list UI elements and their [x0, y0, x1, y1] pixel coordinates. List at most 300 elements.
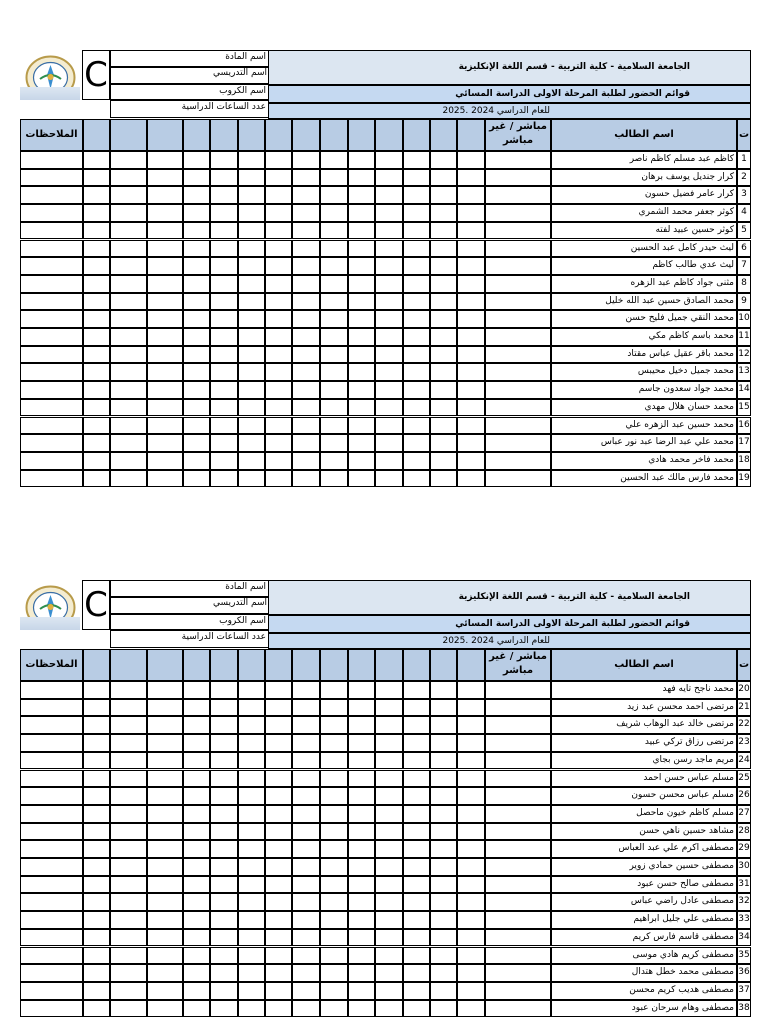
notes-cell[interactable]	[20, 716, 83, 734]
attendance-cell[interactable]	[375, 964, 403, 982]
attendance-cell[interactable]	[403, 310, 430, 328]
attendance-cell[interactable]	[375, 716, 403, 734]
notes-cell[interactable]	[20, 240, 83, 258]
attendance-cell[interactable]	[320, 328, 348, 346]
attendance-cell[interactable]	[83, 452, 110, 470]
attendance-cell[interactable]	[238, 417, 265, 435]
attendance-cell[interactable]	[238, 752, 265, 770]
attendance-cell[interactable]	[183, 716, 210, 734]
attendance-cell[interactable]	[403, 434, 430, 452]
attendance-cell[interactable]	[210, 328, 238, 346]
attendance-cell[interactable]	[403, 893, 430, 911]
attendance-cell[interactable]	[375, 417, 403, 435]
notes-cell[interactable]	[20, 929, 83, 947]
attendance-cell[interactable]	[83, 893, 110, 911]
attendance-cell[interactable]	[110, 151, 147, 169]
mode-cell[interactable]	[485, 363, 551, 381]
notes-cell[interactable]	[20, 222, 83, 240]
attendance-cell[interactable]	[83, 858, 110, 876]
attendance-cell[interactable]	[348, 911, 375, 929]
notes-cell[interactable]	[20, 470, 83, 488]
attendance-cell[interactable]	[110, 858, 147, 876]
attendance-cell[interactable]	[147, 1000, 183, 1018]
attendance-cell[interactable]	[238, 770, 265, 788]
attendance-cell[interactable]	[457, 399, 485, 417]
attendance-cell[interactable]	[238, 947, 265, 965]
notes-cell[interactable]	[20, 169, 83, 187]
attendance-cell[interactable]	[238, 452, 265, 470]
attendance-cell[interactable]	[110, 716, 147, 734]
attendance-cell[interactable]	[183, 222, 210, 240]
attendance-cell[interactable]	[320, 858, 348, 876]
attendance-cell[interactable]	[403, 151, 430, 169]
attendance-cell[interactable]	[83, 770, 110, 788]
attendance-cell[interactable]	[110, 186, 147, 204]
attendance-cell[interactable]	[110, 893, 147, 911]
attendance-cell[interactable]	[147, 169, 183, 187]
attendance-cell[interactable]	[210, 1000, 238, 1018]
attendance-cell[interactable]	[403, 186, 430, 204]
notes-cell[interactable]	[20, 876, 83, 894]
attendance-cell[interactable]	[292, 186, 320, 204]
attendance-cell[interactable]	[183, 328, 210, 346]
attendance-cell[interactable]	[265, 823, 292, 841]
attendance-cell[interactable]	[83, 929, 110, 947]
attendance-cell[interactable]	[348, 204, 375, 222]
attendance-cell[interactable]	[210, 434, 238, 452]
attendance-cell[interactable]	[348, 240, 375, 258]
attendance-cell[interactable]	[292, 964, 320, 982]
attendance-cell[interactable]	[320, 770, 348, 788]
notes-cell[interactable]	[20, 417, 83, 435]
attendance-cell[interactable]	[110, 470, 147, 488]
attendance-cell[interactable]	[320, 893, 348, 911]
attendance-cell[interactable]	[430, 434, 457, 452]
mode-cell[interactable]	[485, 929, 551, 947]
attendance-cell[interactable]	[292, 1000, 320, 1018]
attendance-cell[interactable]	[348, 840, 375, 858]
attendance-cell[interactable]	[238, 240, 265, 258]
attendance-cell[interactable]	[147, 929, 183, 947]
attendance-cell[interactable]	[183, 151, 210, 169]
attendance-cell[interactable]	[238, 381, 265, 399]
mode-cell[interactable]	[485, 681, 551, 699]
attendance-cell[interactable]	[430, 470, 457, 488]
attendance-cell[interactable]	[430, 222, 457, 240]
attendance-cell[interactable]	[348, 734, 375, 752]
attendance-cell[interactable]	[147, 964, 183, 982]
attendance-cell[interactable]	[457, 947, 485, 965]
notes-cell[interactable]	[20, 947, 83, 965]
attendance-cell[interactable]	[320, 222, 348, 240]
attendance-cell[interactable]	[348, 823, 375, 841]
attendance-cell[interactable]	[265, 275, 292, 293]
attendance-cell[interactable]	[238, 222, 265, 240]
attendance-cell[interactable]	[210, 452, 238, 470]
attendance-cell[interactable]	[457, 823, 485, 841]
attendance-cell[interactable]	[320, 840, 348, 858]
attendance-cell[interactable]	[457, 752, 485, 770]
attendance-cell[interactable]	[110, 947, 147, 965]
attendance-cell[interactable]	[292, 151, 320, 169]
attendance-cell[interactable]	[457, 417, 485, 435]
mode-cell[interactable]	[485, 293, 551, 311]
attendance-cell[interactable]	[292, 982, 320, 1000]
attendance-cell[interactable]	[265, 876, 292, 894]
attendance-cell[interactable]	[183, 752, 210, 770]
attendance-cell[interactable]	[183, 310, 210, 328]
attendance-cell[interactable]	[430, 346, 457, 364]
attendance-cell[interactable]	[183, 275, 210, 293]
attendance-cell[interactable]	[83, 417, 110, 435]
attendance-cell[interactable]	[83, 1000, 110, 1018]
notes-cell[interactable]	[20, 310, 83, 328]
mode-cell[interactable]	[485, 964, 551, 982]
attendance-cell[interactable]	[457, 929, 485, 947]
attendance-cell[interactable]	[292, 734, 320, 752]
attendance-cell[interactable]	[265, 169, 292, 187]
attendance-cell[interactable]	[238, 363, 265, 381]
attendance-cell[interactable]	[348, 716, 375, 734]
attendance-cell[interactable]	[457, 858, 485, 876]
attendance-cell[interactable]	[83, 363, 110, 381]
attendance-cell[interactable]	[183, 204, 210, 222]
attendance-cell[interactable]	[375, 770, 403, 788]
mode-cell[interactable]	[485, 399, 551, 417]
attendance-cell[interactable]	[110, 363, 147, 381]
attendance-cell[interactable]	[110, 1000, 147, 1018]
attendance-cell[interactable]	[83, 823, 110, 841]
attendance-cell[interactable]	[348, 452, 375, 470]
attendance-cell[interactable]	[348, 470, 375, 488]
attendance-cell[interactable]	[210, 470, 238, 488]
attendance-cell[interactable]	[292, 911, 320, 929]
notes-cell[interactable]	[20, 911, 83, 929]
attendance-cell[interactable]	[265, 417, 292, 435]
attendance-cell[interactable]	[292, 770, 320, 788]
notes-cell[interactable]	[20, 752, 83, 770]
attendance-cell[interactable]	[403, 947, 430, 965]
attendance-cell[interactable]	[265, 1000, 292, 1018]
attendance-cell[interactable]	[210, 947, 238, 965]
attendance-cell[interactable]	[403, 858, 430, 876]
attendance-cell[interactable]	[375, 452, 403, 470]
attendance-cell[interactable]	[83, 169, 110, 187]
attendance-cell[interactable]	[403, 911, 430, 929]
attendance-cell[interactable]	[403, 1000, 430, 1018]
attendance-cell[interactable]	[147, 716, 183, 734]
attendance-cell[interactable]	[403, 452, 430, 470]
attendance-cell[interactable]	[265, 770, 292, 788]
attendance-cell[interactable]	[430, 752, 457, 770]
attendance-cell[interactable]	[83, 310, 110, 328]
notes-cell[interactable]	[20, 964, 83, 982]
mode-cell[interactable]	[485, 823, 551, 841]
attendance-cell[interactable]	[265, 681, 292, 699]
attendance-cell[interactable]	[210, 840, 238, 858]
attendance-cell[interactable]	[375, 310, 403, 328]
attendance-cell[interactable]	[430, 876, 457, 894]
mode-cell[interactable]	[485, 805, 551, 823]
attendance-cell[interactable]	[110, 770, 147, 788]
attendance-cell[interactable]	[430, 399, 457, 417]
attendance-cell[interactable]	[292, 681, 320, 699]
attendance-cell[interactable]	[210, 222, 238, 240]
attendance-cell[interactable]	[292, 346, 320, 364]
attendance-cell[interactable]	[320, 752, 348, 770]
notes-cell[interactable]	[20, 257, 83, 275]
notes-cell[interactable]	[20, 893, 83, 911]
attendance-cell[interactable]	[147, 911, 183, 929]
attendance-cell[interactable]	[320, 310, 348, 328]
attendance-cell[interactable]	[403, 470, 430, 488]
notes-cell[interactable]	[20, 840, 83, 858]
attendance-cell[interactable]	[238, 823, 265, 841]
attendance-cell[interactable]	[457, 470, 485, 488]
attendance-cell[interactable]	[183, 1000, 210, 1018]
attendance-cell[interactable]	[348, 787, 375, 805]
attendance-cell[interactable]	[430, 328, 457, 346]
attendance-cell[interactable]	[348, 346, 375, 364]
attendance-cell[interactable]	[348, 257, 375, 275]
attendance-cell[interactable]	[210, 681, 238, 699]
attendance-cell[interactable]	[210, 363, 238, 381]
attendance-cell[interactable]	[375, 240, 403, 258]
mode-cell[interactable]	[485, 328, 551, 346]
mode-cell[interactable]	[485, 257, 551, 275]
attendance-cell[interactable]	[375, 681, 403, 699]
attendance-cell[interactable]	[210, 982, 238, 1000]
attendance-cell[interactable]	[375, 293, 403, 311]
attendance-cell[interactable]	[83, 346, 110, 364]
notes-cell[interactable]	[20, 823, 83, 841]
attendance-cell[interactable]	[265, 328, 292, 346]
notes-cell[interactable]	[20, 805, 83, 823]
attendance-cell[interactable]	[83, 982, 110, 1000]
attendance-cell[interactable]	[210, 716, 238, 734]
mode-cell[interactable]	[485, 186, 551, 204]
mode-cell[interactable]	[485, 452, 551, 470]
attendance-cell[interactable]	[292, 699, 320, 717]
notes-cell[interactable]	[20, 1000, 83, 1018]
attendance-cell[interactable]	[292, 823, 320, 841]
attendance-cell[interactable]	[147, 787, 183, 805]
attendance-cell[interactable]	[375, 893, 403, 911]
attendance-cell[interactable]	[183, 470, 210, 488]
attendance-cell[interactable]	[320, 947, 348, 965]
attendance-cell[interactable]	[147, 363, 183, 381]
mode-cell[interactable]	[485, 716, 551, 734]
mode-cell[interactable]	[485, 240, 551, 258]
mode-cell[interactable]	[485, 699, 551, 717]
notes-cell[interactable]	[20, 734, 83, 752]
attendance-cell[interactable]	[292, 222, 320, 240]
attendance-cell[interactable]	[348, 929, 375, 947]
attendance-cell[interactable]	[403, 823, 430, 841]
attendance-cell[interactable]	[375, 151, 403, 169]
mode-cell[interactable]	[485, 204, 551, 222]
attendance-cell[interactable]	[430, 823, 457, 841]
attendance-cell[interactable]	[265, 699, 292, 717]
attendance-cell[interactable]	[83, 399, 110, 417]
attendance-cell[interactable]	[110, 328, 147, 346]
attendance-cell[interactable]	[292, 929, 320, 947]
attendance-cell[interactable]	[348, 275, 375, 293]
attendance-cell[interactable]	[457, 381, 485, 399]
attendance-cell[interactable]	[430, 893, 457, 911]
attendance-cell[interactable]	[292, 452, 320, 470]
attendance-cell[interactable]	[292, 716, 320, 734]
attendance-cell[interactable]	[183, 770, 210, 788]
attendance-cell[interactable]	[238, 699, 265, 717]
attendance-cell[interactable]	[292, 417, 320, 435]
attendance-cell[interactable]	[83, 805, 110, 823]
attendance-cell[interactable]	[265, 858, 292, 876]
attendance-cell[interactable]	[348, 681, 375, 699]
attendance-cell[interactable]	[403, 293, 430, 311]
attendance-cell[interactable]	[348, 363, 375, 381]
attendance-cell[interactable]	[430, 275, 457, 293]
mode-cell[interactable]	[485, 947, 551, 965]
attendance-cell[interactable]	[430, 151, 457, 169]
attendance-cell[interactable]	[265, 293, 292, 311]
attendance-cell[interactable]	[320, 381, 348, 399]
attendance-cell[interactable]	[320, 346, 348, 364]
attendance-cell[interactable]	[83, 681, 110, 699]
attendance-cell[interactable]	[147, 893, 183, 911]
attendance-cell[interactable]	[320, 911, 348, 929]
mode-cell[interactable]	[485, 1000, 551, 1018]
attendance-cell[interactable]	[292, 434, 320, 452]
attendance-cell[interactable]	[320, 805, 348, 823]
notes-cell[interactable]	[20, 381, 83, 399]
attendance-cell[interactable]	[210, 240, 238, 258]
attendance-cell[interactable]	[430, 770, 457, 788]
attendance-cell[interactable]	[147, 275, 183, 293]
attendance-cell[interactable]	[430, 186, 457, 204]
attendance-cell[interactable]	[183, 293, 210, 311]
mode-cell[interactable]	[485, 169, 551, 187]
attendance-cell[interactable]	[403, 964, 430, 982]
attendance-cell[interactable]	[110, 293, 147, 311]
attendance-cell[interactable]	[210, 770, 238, 788]
attendance-cell[interactable]	[183, 734, 210, 752]
attendance-cell[interactable]	[83, 787, 110, 805]
attendance-cell[interactable]	[457, 204, 485, 222]
attendance-cell[interactable]	[292, 240, 320, 258]
attendance-cell[interactable]	[210, 893, 238, 911]
attendance-cell[interactable]	[375, 734, 403, 752]
attendance-cell[interactable]	[238, 151, 265, 169]
attendance-cell[interactable]	[210, 699, 238, 717]
attendance-cell[interactable]	[403, 240, 430, 258]
attendance-cell[interactable]	[320, 964, 348, 982]
attendance-cell[interactable]	[265, 346, 292, 364]
attendance-cell[interactable]	[83, 734, 110, 752]
mode-cell[interactable]	[485, 911, 551, 929]
attendance-cell[interactable]	[430, 169, 457, 187]
attendance-cell[interactable]	[292, 805, 320, 823]
attendance-cell[interactable]	[292, 470, 320, 488]
attendance-cell[interactable]	[147, 186, 183, 204]
attendance-cell[interactable]	[320, 151, 348, 169]
attendance-cell[interactable]	[430, 805, 457, 823]
attendance-cell[interactable]	[183, 434, 210, 452]
attendance-cell[interactable]	[238, 681, 265, 699]
attendance-cell[interactable]	[265, 310, 292, 328]
attendance-cell[interactable]	[348, 805, 375, 823]
notes-cell[interactable]	[20, 328, 83, 346]
attendance-cell[interactable]	[147, 876, 183, 894]
notes-cell[interactable]	[20, 681, 83, 699]
mode-cell[interactable]	[485, 787, 551, 805]
attendance-cell[interactable]	[265, 399, 292, 417]
attendance-cell[interactable]	[83, 911, 110, 929]
attendance-cell[interactable]	[348, 381, 375, 399]
attendance-cell[interactable]	[320, 470, 348, 488]
attendance-cell[interactable]	[210, 929, 238, 947]
attendance-cell[interactable]	[147, 982, 183, 1000]
attendance-cell[interactable]	[238, 893, 265, 911]
attendance-cell[interactable]	[210, 381, 238, 399]
attendance-cell[interactable]	[457, 293, 485, 311]
attendance-cell[interactable]	[320, 186, 348, 204]
attendance-cell[interactable]	[265, 911, 292, 929]
attendance-cell[interactable]	[147, 770, 183, 788]
mode-cell[interactable]	[485, 752, 551, 770]
attendance-cell[interactable]	[83, 275, 110, 293]
attendance-cell[interactable]	[457, 681, 485, 699]
attendance-cell[interactable]	[238, 275, 265, 293]
attendance-cell[interactable]	[403, 381, 430, 399]
attendance-cell[interactable]	[375, 929, 403, 947]
attendance-cell[interactable]	[430, 947, 457, 965]
attendance-cell[interactable]	[430, 840, 457, 858]
attendance-cell[interactable]	[457, 734, 485, 752]
attendance-cell[interactable]	[265, 964, 292, 982]
attendance-cell[interactable]	[210, 752, 238, 770]
attendance-cell[interactable]	[430, 381, 457, 399]
attendance-cell[interactable]	[403, 681, 430, 699]
attendance-cell[interactable]	[320, 1000, 348, 1018]
attendance-cell[interactable]	[403, 222, 430, 240]
attendance-cell[interactable]	[320, 257, 348, 275]
attendance-cell[interactable]	[320, 452, 348, 470]
attendance-cell[interactable]	[457, 169, 485, 187]
mode-cell[interactable]	[485, 982, 551, 1000]
attendance-cell[interactable]	[320, 417, 348, 435]
attendance-cell[interactable]	[292, 204, 320, 222]
attendance-cell[interactable]	[457, 805, 485, 823]
attendance-cell[interactable]	[183, 681, 210, 699]
attendance-cell[interactable]	[147, 257, 183, 275]
attendance-cell[interactable]	[457, 893, 485, 911]
attendance-cell[interactable]	[430, 982, 457, 1000]
attendance-cell[interactable]	[292, 947, 320, 965]
attendance-cell[interactable]	[110, 929, 147, 947]
attendance-cell[interactable]	[403, 840, 430, 858]
attendance-cell[interactable]	[83, 840, 110, 858]
attendance-cell[interactable]	[348, 770, 375, 788]
attendance-cell[interactable]	[110, 417, 147, 435]
notes-cell[interactable]	[20, 858, 83, 876]
attendance-cell[interactable]	[147, 293, 183, 311]
attendance-cell[interactable]	[238, 293, 265, 311]
attendance-cell[interactable]	[183, 964, 210, 982]
attendance-cell[interactable]	[348, 399, 375, 417]
attendance-cell[interactable]	[375, 470, 403, 488]
attendance-cell[interactable]	[265, 716, 292, 734]
